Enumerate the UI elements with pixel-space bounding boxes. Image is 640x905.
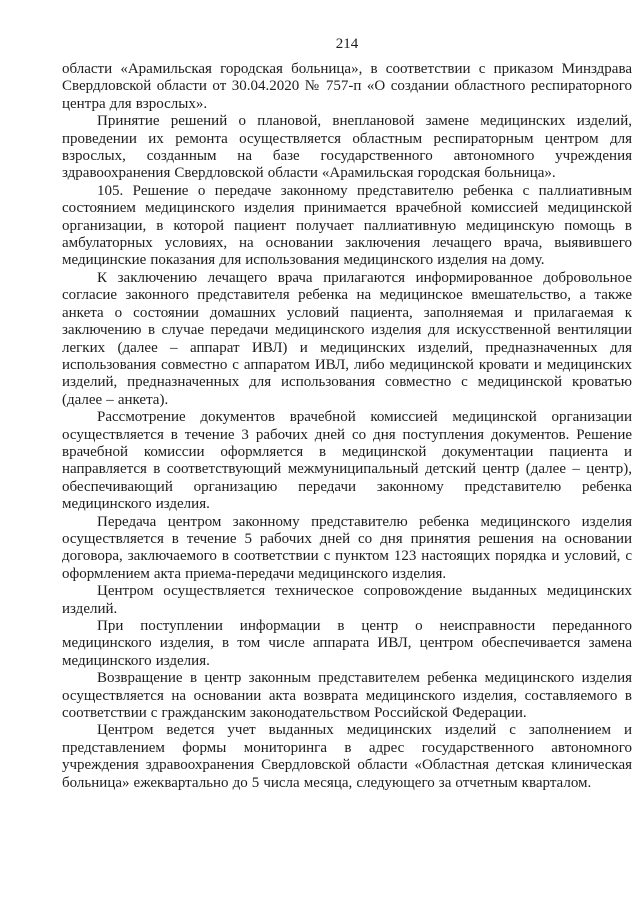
paragraph: 105. Решение о передаче законному представителю ребенка с паллиативным состоянием медицинского изделия принимается врачебной комиссией медицинской организации, в которой пациент получает паллиативную медицинскую помощь в амбулаторных условиях, на основании заключения лечащего врача, выявившего медицинские показания для использования медицинского изделия на дому. (62, 182, 632, 269)
paragraph: Центром осуществляется техническое сопровождение выданных медицинских изделий. (62, 583, 632, 617)
paragraph: области «Арамильская городская больница», в соответствии с приказом Минздрава Свердловской области от 30.04.2020 № 757-п «О создании областного респираторного центра для взрослых». (62, 61, 632, 112)
paragraph: Рассмотрение документов врачебной комиссией медицинской организации осуществляется в течение 3 рабочих дней со дня поступления документов. Решение врачебной комиссии оформляется в медицинской документации пациента и направляется в соответствующий межмуниципальный детский центр (далее – центр), обеспечивающий организацию передачи законному представителю ребенка медицинского изделия. (62, 409, 632, 513)
paragraph: Возвращение в центр законным представителем ребенка медицинского изделия осуществляется на основании акта возврата медицинского изделия, составляемого в соответствии с гражданским законодательством Российской Федерации. (62, 670, 632, 722)
page-number: 214 (335, 36, 359, 52)
paragraph: К заключению лечащего врача прилагаются информированное добровольное согласие законного представителя ребенка на медицинское вмешательство, а также анкета о состоянии домашних условий пациента, заполняемая и прилагаемая к заключению в случае передачи медицинского изделия для искусственной вентиляции легких (далее – аппарат ИВЛ) и медицинских изделий, предназначенных для использования совместно с аппаратом ИВЛ, либо медицинской кровати и медицинских изделий, предназначенных для использования совместно с медицинской кроватью (далее – анкета). (62, 269, 632, 408)
paragraph: При поступлении информации в центр о неисправности переданного медицинского изделия, в том числе аппарата ИВЛ, центром обеспечивается замена медицинского изделия. (62, 618, 632, 669)
paragraph: Передача центром законному представителю ребенка медицинского изделия осуществляется в течение 5 рабочих дней со дня принятия решения на основании договора, заключаемого в соответствии с пунктом 123 настоящих порядка и условий, с оформлением акта приема-передачи медицинского изделия. (62, 513, 632, 582)
paragraph: Принятие решений о плановой, внеплановой замене медицинских изделий, проведении их ремонта осуществляется областным респираторным центром для взрослых, созданным на базе государственного автономного учреждения здравоохранения Свердловской области «Арамильская городская больница». (62, 113, 632, 182)
paragraph: Центром ведется учет выданных медицинских изделий с заполнением и представлением формы мониторинга в адрес государственного автономного учреждения здравоохранения Свердловской области «Областная детская клиническая больница» ежеквартально до 5 числа месяца, следующего за отчетным кварталом. (62, 722, 632, 791)
